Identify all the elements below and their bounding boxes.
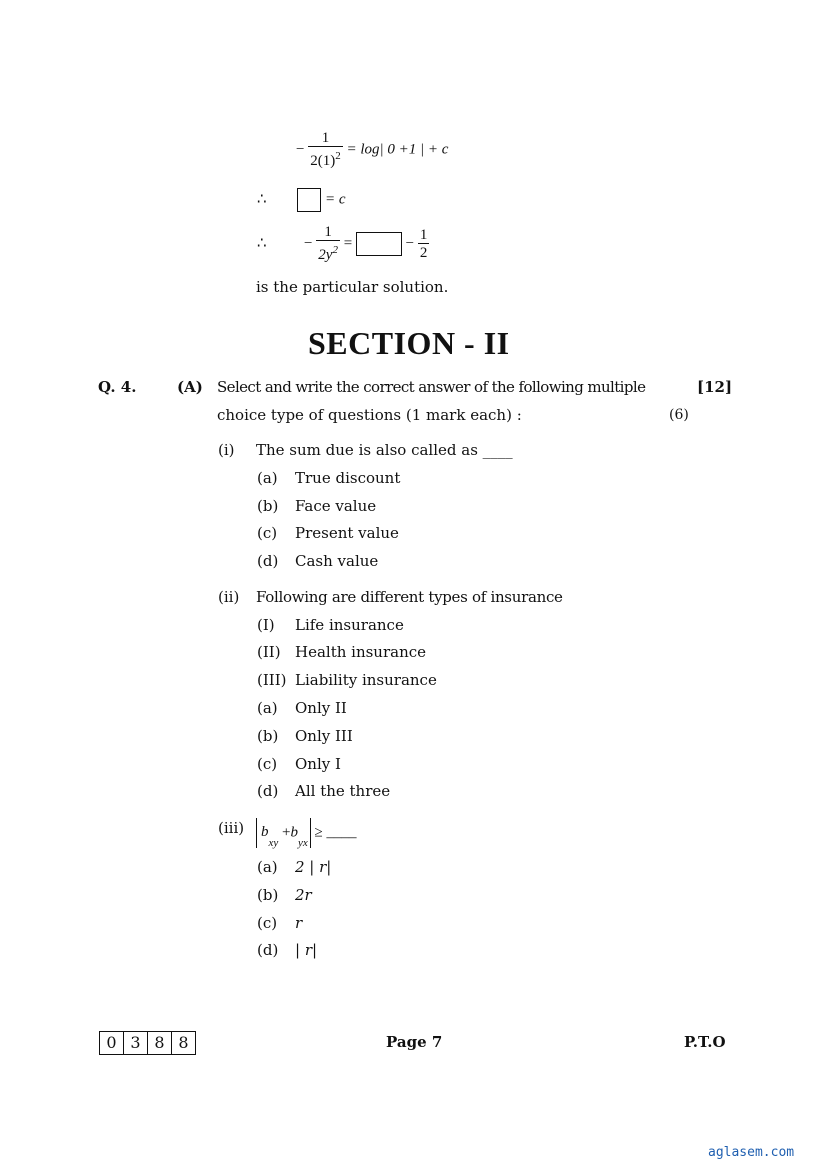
equals-sign: =: [343, 235, 353, 252]
greater-equal-sign: ≥: [314, 824, 323, 841]
exponent: 2: [335, 150, 341, 162]
question-number: Q. 4.: [98, 378, 137, 396]
option-text: 2r: [295, 886, 312, 904]
option-label: (b): [257, 497, 279, 515]
option-text: Only I: [295, 755, 341, 773]
option-label: (a): [257, 699, 278, 717]
denominator-base: 2y: [318, 247, 333, 263]
option-text: | r|: [295, 941, 318, 959]
statement-label: (III): [257, 671, 287, 689]
pto-label: P.T.O: [684, 1033, 726, 1051]
plus-sign: +: [282, 824, 291, 841]
equation-rhs: = c: [325, 191, 346, 208]
code-digit: 0: [100, 1032, 124, 1054]
absolute-bar-left: [256, 818, 257, 848]
numerator: 1: [321, 130, 330, 146]
item-label: (iii): [218, 819, 245, 837]
option-text: 2 | r|: [295, 858, 332, 876]
equation-line-2: [257, 188, 346, 212]
option-label: (d): [257, 782, 279, 800]
statement-label: (II): [257, 643, 281, 661]
option-text: True discount: [295, 469, 401, 487]
option-text: All the three: [295, 782, 391, 800]
option-label: (b): [257, 886, 279, 904]
option-label: (c): [257, 755, 278, 773]
option-label: (c): [257, 914, 278, 932]
option-label: (d): [257, 941, 279, 959]
question-part: (A): [177, 378, 203, 396]
option-text: Cash value: [295, 552, 379, 570]
statement-text: Liability insurance: [295, 671, 437, 689]
option-text: r: [295, 914, 303, 932]
fraction: [418, 227, 430, 262]
site-link[interactable]: aglasem.com: [708, 1145, 795, 1160]
option-label: (d): [257, 552, 279, 570]
therefore-symbol: ∴: [257, 235, 267, 252]
statement-text: Life insurance: [295, 616, 404, 634]
minus-sign: −: [405, 235, 415, 252]
numerator: 1: [324, 224, 332, 240]
absolute-bar-right: [310, 818, 311, 848]
numerator: 1: [419, 226, 428, 243]
fraction: [308, 130, 343, 170]
option-label: (b): [257, 727, 279, 745]
option-text: Present value: [295, 524, 399, 542]
code-digit: 8: [178, 1033, 189, 1052]
option-text: Only III: [295, 727, 353, 745]
item-text: The sum due is also called as ____: [256, 441, 513, 459]
total-marks: [12]: [697, 378, 733, 396]
coefficient-b: b: [261, 824, 269, 841]
paper-code: [99, 1031, 196, 1055]
page-number: Page 7: [386, 1033, 443, 1051]
option-label: (c): [257, 524, 278, 542]
answer-box: [356, 232, 402, 256]
fraction: [316, 224, 340, 264]
option-text: Face value: [295, 497, 377, 515]
option-text: Only II: [295, 699, 347, 717]
option-label: (a): [257, 469, 278, 487]
coefficient-b: b: [290, 824, 298, 841]
minus-sign: −: [304, 235, 313, 252]
statement-text: Health insurance: [295, 643, 427, 661]
item-text: Following are different types of insurance: [256, 588, 563, 606]
option-label: (a): [257, 858, 278, 876]
item-label: (ii): [218, 588, 240, 606]
section-title: SECTION - II: [308, 325, 510, 361]
denominator: 2: [419, 244, 428, 261]
subscript: yx: [297, 837, 308, 850]
code-digit: 3: [124, 1032, 148, 1054]
denominator: [316, 240, 340, 264]
particular-solution-text: is the particular solution.: [256, 278, 449, 296]
sub-marks: (6): [669, 407, 689, 423]
code-digit: 8: [148, 1032, 172, 1054]
minus-sign: −: [296, 141, 305, 158]
exponent: 2: [332, 244, 338, 256]
equation-rhs: = log| 0 +1 | + c: [346, 141, 449, 158]
instruction-line-1: Select and write the correct answer of the following multiple: [217, 378, 646, 396]
denominator: [308, 146, 343, 170]
answer-box: [297, 188, 321, 212]
therefore-symbol: ∴: [257, 191, 267, 208]
denominator-base: 2(1): [310, 153, 336, 169]
regression-expression: [256, 818, 356, 848]
instruction-line-2: choice type of questions (1 mark each) :: [217, 406, 522, 424]
statement-label: (I): [257, 616, 275, 634]
equation-line-3: [257, 224, 429, 264]
item-label: (i): [218, 441, 235, 459]
equation-line-1: [296, 130, 448, 170]
subscript: xy: [268, 837, 279, 850]
blank: ____: [326, 824, 357, 841]
